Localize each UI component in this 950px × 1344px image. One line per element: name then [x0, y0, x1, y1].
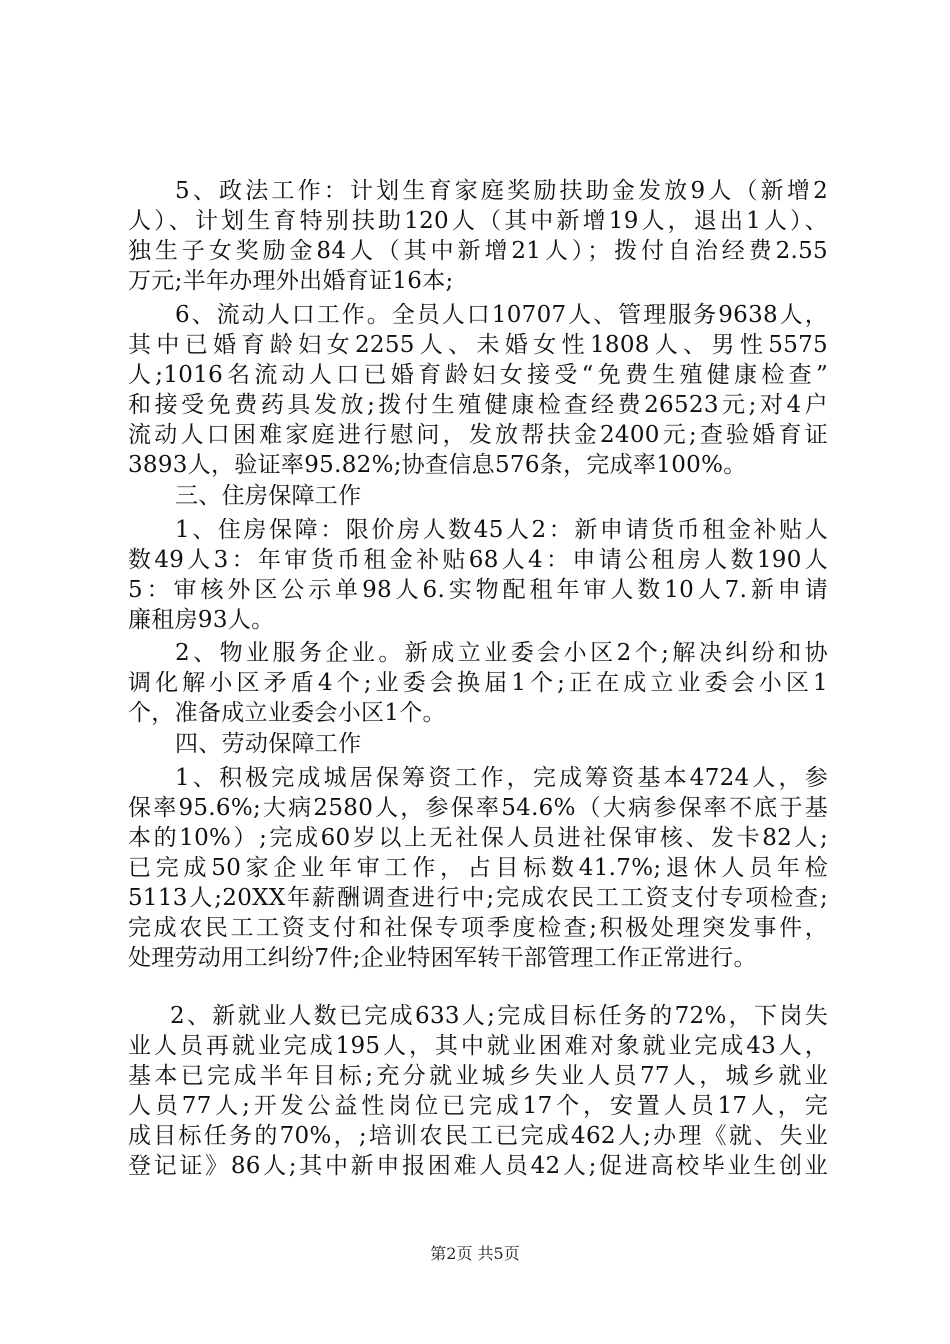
- paragraph-line: 1、积极完成城居保筹资工作，完成筹资基本4724人，参: [175, 765, 828, 791]
- section-heading: 四、劳动保障工作: [175, 731, 362, 757]
- paragraph-line: 人员77人;开发公益性岗位已完成17个，安置人员17人，完: [128, 1093, 828, 1119]
- section-heading: 三、住房保障工作: [175, 483, 362, 509]
- paragraph-line: 成目标任务的70%，;培训农民工已完成462人;办理《就、失业: [128, 1123, 828, 1149]
- paragraph-line: 保率95.6%;大病2580人，参保率54.6%（大病参保率不底于基: [128, 795, 828, 821]
- paragraph-line: 数49人3：年审货币租金补贴68人4：申请公租房人数190人: [128, 547, 828, 573]
- paragraph-line: 6、流动人口工作。全员人口10707人、管理服务9638人，: [175, 302, 828, 328]
- page-number-footer: 第2页 共5页: [430, 1244, 520, 1263]
- paragraph-line: 3893人，验证率95.82%;协查信息576条，完成率100%。: [128, 452, 747, 478]
- paragraph-line: 1、住房保障：限价房人数45人2：新申请货币租金补贴人: [175, 517, 828, 543]
- paragraph-line: 调化解小区矛盾4个;业委会换届1个;正在成立业委会小区1: [128, 670, 828, 696]
- paragraph-line: 个，准备成立业委会小区1个。: [128, 700, 446, 726]
- paragraph-line: 已完成50家企业年审工作，占目标数41.7%;退休人员年检: [128, 855, 828, 881]
- paragraph-line: 5：审核外区公示单98人6.实物配租年审人数10人7.新申请: [128, 577, 828, 603]
- paragraph-line: 5、政法工作：计划生育家庭奖励扶助金发放9人（新增2: [175, 178, 828, 204]
- paragraph-line: 处理劳动用工纠纷7件;企业特困军转干部管理工作正常进行。: [128, 945, 757, 971]
- paragraph-line: 登记证》86人;其中新申报困难人员42人;促进高校毕业生创业: [128, 1153, 828, 1179]
- paragraph-line: 和接受免费药具发放;拨付生殖健康检查经费26523元;对4户: [128, 392, 828, 418]
- paragraph-line: 其中已婚育龄妇女2255人、未婚女性1808人、男性5575: [128, 332, 828, 358]
- paragraph-line: 基本已完成半年目标;充分就业城乡失业人员77人，城乡就业: [128, 1063, 828, 1089]
- paragraph-line: 5113人;20XX年薪酬调查进行中;完成农民工工资支付专项检查;: [128, 885, 828, 911]
- paragraph-line: 流动人口困难家庭进行慰问，发放帮扶金2400元;查验婚育证: [128, 422, 828, 448]
- paragraph-line: 人）、计划生育特别扶助120人（其中新增19人，退出1人）、: [128, 208, 828, 234]
- paragraph-line: 人;1016名流动人口已婚育龄妇女接受“免费生殖健康检查”: [128, 362, 828, 388]
- paragraph-line: 2、新就业人数已完成633人;完成目标任务的72%，下岗失: [170, 1003, 828, 1029]
- paragraph-line: 业人员再就业完成195人，其中就业困难对象就业完成43人，: [128, 1033, 828, 1059]
- paragraph-line: 完成农民工工资支付和社保专项季度检查;积极处理突发事件，: [128, 915, 828, 941]
- paragraph-line: 独生子女奖励金84人（其中新增21人）；拨付自治经费2.55: [128, 238, 828, 264]
- paragraph-line: 2、物业服务企业。新成立业委会小区2个;解决纠纷和协: [175, 640, 828, 666]
- paragraph-line: 万元;半年办理外出婚育证16本;: [128, 268, 454, 294]
- paragraph-line: 廉租房93人。: [128, 607, 275, 633]
- paragraph-line: 本的10%）;完成60岁以上无社保人员进社保审核、发卡82人;: [128, 825, 828, 851]
